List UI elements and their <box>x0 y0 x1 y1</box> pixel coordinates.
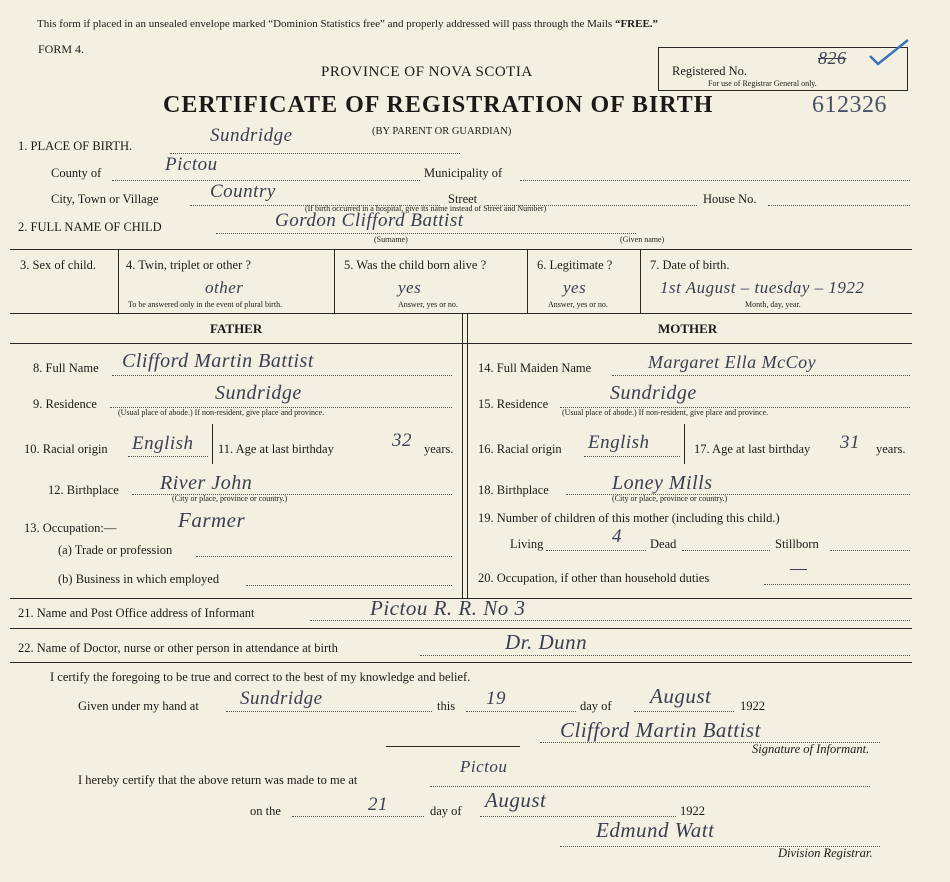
children-count-label: 19. Number of children of this mother (including this child.) <box>478 511 780 525</box>
father-residence-label: 9. Residence <box>33 397 97 411</box>
mother-heading: MOTHER <box>658 321 718 336</box>
date-of-birth-label: 7. Date of birth. <box>650 258 730 272</box>
father-birthplace-note: (City or place, province or country.) <box>172 494 288 503</box>
municipality-label: Municipality of <box>424 166 503 180</box>
registrar-on-label: on the <box>250 804 281 818</box>
informant-signature-label: Signature of Informant. <box>752 742 870 756</box>
father-years-label: years. <box>424 442 454 456</box>
form-number: FORM 4. <box>38 42 85 56</box>
father-birthplace-label: 12. Birthplace <box>48 483 119 497</box>
county-label: County of <box>51 166 102 180</box>
informant-value: Pictou R. R. No 3 <box>370 596 526 620</box>
this-label: this <box>437 699 456 713</box>
alive-note: Answer, yes or no. <box>398 300 458 309</box>
father-residence-value: Sundridge <box>215 382 302 404</box>
form-subtitle: (BY PARENT OR GUARDIAN) <box>372 126 512 137</box>
father-name-label: 8. Full Name <box>33 361 99 375</box>
certify-text: I certify the foregoing to be true and correct to the best of my knowledge and belief. <box>50 670 471 684</box>
father-age-value: 32 <box>392 430 412 451</box>
mother-residence-label: 15. Residence <box>478 397 549 411</box>
trade-label: (a) Trade or profession <box>58 543 173 557</box>
given-place-value: Sundridge <box>240 688 323 709</box>
given-label: Given under my hand at <box>78 699 199 713</box>
hospital-note: (If birth occurred in a hospital, give its name instead of Street and Number) <box>305 204 547 213</box>
twin-value: other <box>205 278 244 297</box>
mother-age-label: 17. Age at last birthday <box>694 442 811 456</box>
informant-label: 21. Name and Post Office address of Informant <box>18 606 255 620</box>
mother-birthplace-note: (City or place, province or country.) <box>612 494 728 503</box>
alive-value: yes <box>398 278 422 297</box>
mother-racial-label: 16. Racial origin <box>478 442 562 456</box>
twin-label: 4. Twin, triplet or other ? <box>126 258 251 272</box>
father-heading: FATHER <box>210 321 263 336</box>
father-age-label: 11. Age at last birthday <box>218 442 334 456</box>
registrar-year: 1922 <box>680 804 705 818</box>
mother-occupation-label: 20. Occupation, if other than household duties <box>478 571 710 585</box>
registrar-day-value: 21 <box>368 794 388 815</box>
registrar-month-value: August <box>485 788 547 812</box>
registered-note: For use of Registrar General only. <box>708 79 817 88</box>
child-name-label: 2. FULL NAME OF CHILD <box>18 220 162 234</box>
mother-residence-note: (Usual place of abode.) If non-resident, give place and province. <box>562 408 769 417</box>
handwritten-number: 612326 <box>812 92 887 118</box>
registrar-signature: Edmund Watt <box>596 818 715 842</box>
registrar-place-value: Pictou <box>460 757 508 776</box>
given-year: 1922 <box>740 699 765 713</box>
registrar-signature-label: Division Registrar. <box>778 846 873 860</box>
street-label: Street <box>448 192 478 206</box>
registered-number: 826 <box>818 48 847 68</box>
checkmark-icon <box>868 38 912 68</box>
province-heading: PROVINCE OF NOVA SCOTIA <box>321 64 533 80</box>
date-of-birth-value: 1st August – tuesday – 1922 <box>660 278 865 297</box>
given-name-note: (Given name) <box>620 235 665 244</box>
city-value: Country <box>210 181 276 202</box>
place-of-birth-label: 1. PLACE OF BIRTH. <box>18 139 133 153</box>
dead-label: Dead <box>650 537 677 551</box>
living-value: 4 <box>612 526 622 547</box>
father-residence-note: (Usual place of abode.) If non-resident, give place and province. <box>118 408 325 417</box>
registrar-dayof-label: day of <box>430 804 462 818</box>
father-occupation-value: Farmer <box>178 508 246 532</box>
father-racial-label: 10. Racial origin <box>24 442 108 456</box>
stillborn-label: Stillborn <box>775 537 819 551</box>
mother-racial-value: English <box>588 432 650 453</box>
alive-label: 5. Was the child born alive ? <box>344 258 487 272</box>
legitimate-label: 6. Legitimate ? <box>537 258 613 272</box>
date-of-birth-note: Month, day, year. <box>745 300 801 309</box>
doctor-label: 22. Name of Doctor, nurse or other person in attendance at birth <box>18 641 338 655</box>
given-day-value: 19 <box>486 688 506 709</box>
father-racial-value: English <box>132 433 194 454</box>
mother-birthplace-label: 18. Birthplace <box>478 483 549 497</box>
mother-age-value: 31 <box>840 432 860 453</box>
place-of-birth-value: Sundridge <box>210 125 293 146</box>
form-title: CERTIFICATE OF REGISTRATION OF BIRTH <box>163 92 714 118</box>
business-label: (b) Business in which employed <box>58 572 220 586</box>
surname-note: (Surname) <box>374 235 408 244</box>
mother-residence-value: Sundridge <box>610 382 697 404</box>
father-occupation-label: 13. Occupation:— <box>24 521 117 535</box>
mother-years-label: years. <box>876 442 906 456</box>
given-dayof-label: day of <box>580 699 612 713</box>
doctor-value: Dr. Dunn <box>505 630 588 654</box>
city-label: City, Town or Village <box>51 192 159 206</box>
sex-label: 3. Sex of child. <box>20 258 97 272</box>
registered-label: Registered No. <box>672 64 747 78</box>
county-value: Pictou <box>165 154 218 175</box>
house-number-label: House No. <box>703 192 757 206</box>
registrar-certify-text: I hereby certify that the above return was made to me at <box>78 773 358 787</box>
legitimate-value: yes <box>563 278 587 297</box>
informant-signature: Clifford Martin Battist <box>560 718 761 742</box>
child-name-value: Gordon Clifford Battist <box>275 210 464 231</box>
living-label: Living <box>510 537 544 551</box>
mother-birthplace-value: Loney Mills <box>612 472 713 494</box>
father-name-value: Clifford Martin Battist <box>122 350 314 372</box>
mother-name-label: 14. Full Maiden Name <box>478 361 592 375</box>
legitimate-note: Answer, yes or no. <box>548 300 608 309</box>
given-month-value: August <box>650 684 712 708</box>
mother-name-value: Margaret Ella McCoy <box>648 352 817 372</box>
twin-note: To be answered only in the event of plural birth. <box>128 300 283 309</box>
mail-notice: This form if placed in an unsealed envelope marked “Dominion Statistics free” and properly addressed will pass through the Mails “FREE.” <box>37 18 659 30</box>
mother-occupation-value: — <box>790 558 808 579</box>
father-birthplace-value: River John <box>160 472 253 494</box>
